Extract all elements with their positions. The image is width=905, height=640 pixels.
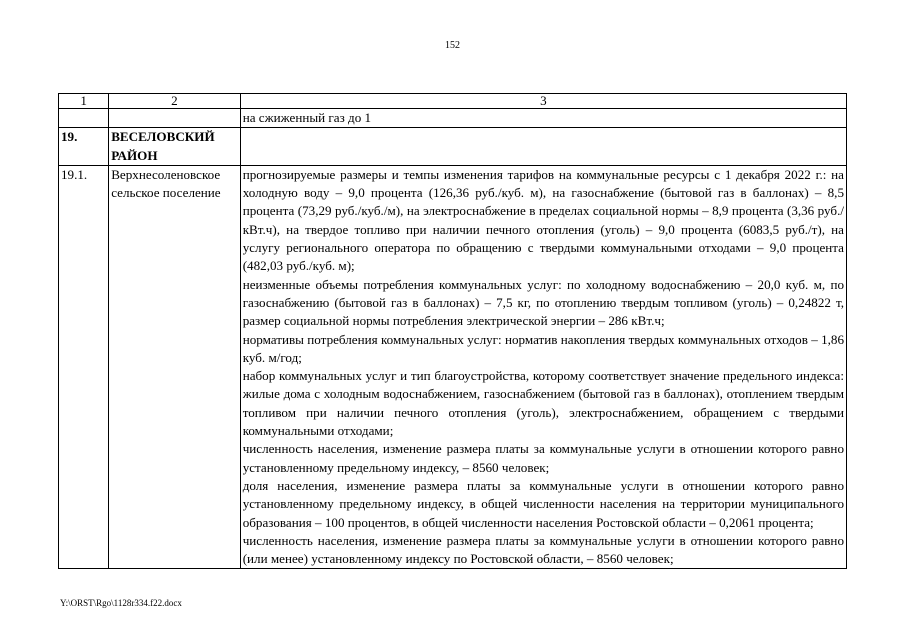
district-name: ВЕСЕЛОВСКИЙ РАЙОН (109, 128, 241, 166)
settlement-description (240, 165, 846, 569)
header-col-2: 2 (109, 94, 241, 109)
district-empty-cell (240, 128, 846, 166)
footer-file-path: Y:\ORST\Rgo\1128r334.f22.docx (60, 598, 182, 608)
paragraph-consumption-volumes: неизменные объемы потребления коммунальных услуг: по холодному водоснабжению – 20,0 куб. м, по газоснабжению (бытовой газ в баллонах) – 7,5 кг, по отоплению твердым топливом (уголь) – 0,24822 т, размер социальной нормы потребления электрической энергии – 286 кВт.ч; (242, 276, 844, 329)
continuation-name-cell (109, 109, 241, 128)
table-header-row (59, 94, 847, 109)
tariff-table (58, 93, 847, 569)
district-number: 19. (59, 128, 109, 166)
page-number: 152 (445, 40, 460, 51)
paragraph-population-count: численность населения, изменение размера платы за коммунальные услуги в отношении которого равно установленному предельному индексу, – 8560 человек; (242, 441, 844, 475)
settlement-number: 19.1. (59, 165, 109, 569)
paragraph-population-regional-index: численность населения, изменение размера платы за коммунальные услуги в отношении которого равно (или менее) установленному индексу по Ростовской области, – 8560 человек; (242, 532, 844, 567)
continuation-number-cell (59, 109, 109, 128)
header-col-1: 1 (59, 94, 109, 109)
settlement-name: Верхнесоленовское сельское поселение (109, 165, 241, 569)
paragraph-population-share: доля населения, изменение размера платы за коммунальные услуги в отношении которого равно установленному предельному индексу, в общей численности населения на территории муниципального образования – 100 процентов, в общей численности населения Ростовской области – 0,2061 процента; (242, 477, 844, 530)
header-col-3: 3 (240, 94, 846, 109)
paragraph-consumption-norms: нормативы потребления коммунальных услуг: норматив накопления твердых коммунальных отходов – 1,86 куб. м/год; (242, 331, 844, 365)
settlement-row (59, 165, 847, 569)
continuation-row (59, 109, 847, 128)
paragraph-services-set: набор коммунальных услуг и тип благоустройства, которому соответствует значение предельного индекса: жилые дома с холодным водоснабжением, газоснабжением (бытовой газ в баллонах), отоплением твердым топливом при наличии печного отопления (уголь), электроснабжением, обращением с твердыми коммунальными отходами; (242, 368, 844, 439)
paragraph-tariff-forecast: прогнозируемые размеры и темпы изменения тарифов на коммунальные ресурсы с 1 декабря 2022 г.: на холодную воду – 9,0 процента (126,36 руб./куб. м), на газоснабжение (бытовой газ в баллонах) – 8,5 процента (73,29 руб./куб./м), на электроснабжение в пределах социальной нормы – 8,9 процента (3,36 руб./кВт.ч), на твердое топливо при наличии печного отопления (уголь) – 9,0 процента (6083,5 руб./т), на услугу регионального оператора по обращению с твердыми коммунальными отходами – 9,0 процента (482,03 руб./куб. м); (242, 166, 844, 274)
district-row (59, 128, 847, 166)
continuation-text: на сжиженный газ до 1 (240, 109, 846, 128)
